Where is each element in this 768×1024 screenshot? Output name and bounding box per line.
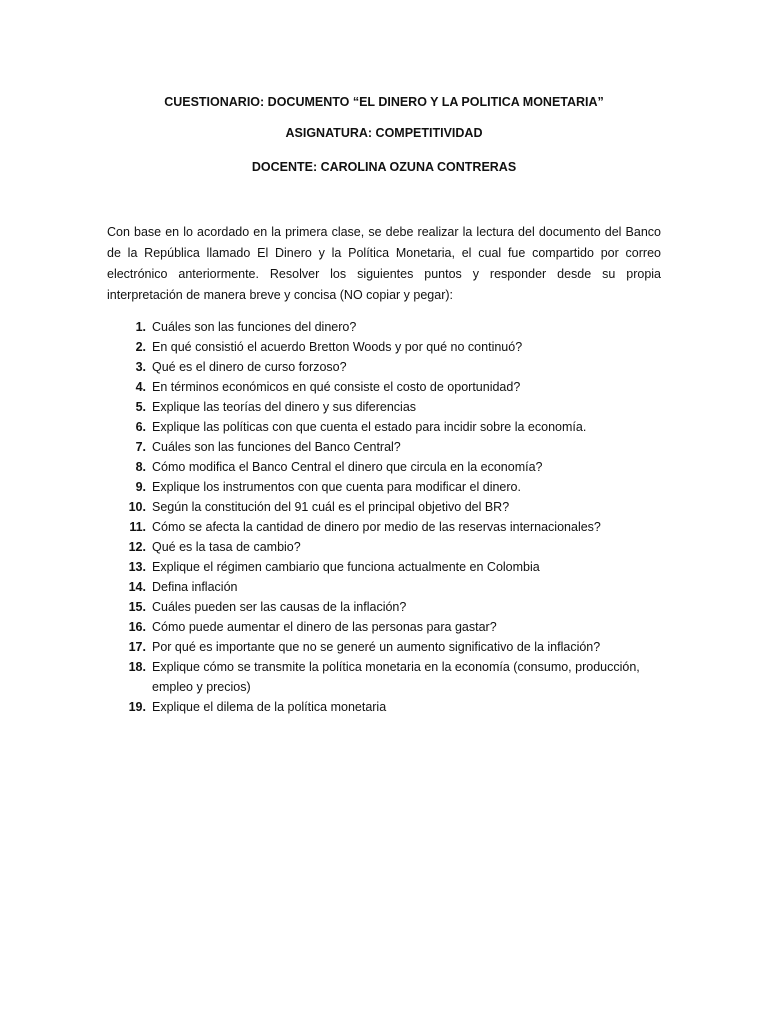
list-item xyxy=(107,317,661,337)
list-item xyxy=(107,437,661,457)
question-text: Cuáles son las funciones del dinero? xyxy=(152,320,357,334)
teacher-heading: DOCENTE: CAROLINA OZUNA CONTRERAS xyxy=(251,160,517,174)
question-number: 16. xyxy=(128,620,146,634)
document-title: CUESTIONARIO: DOCUMENTO “EL DINERO Y LA POLITICA MONETARIA” xyxy=(164,95,604,109)
question-number: 10. xyxy=(128,500,146,514)
list-item xyxy=(107,337,661,357)
list-item xyxy=(107,557,661,577)
list-item xyxy=(107,597,661,617)
question-text: Cuáles pueden ser las causas de la inflación? xyxy=(152,600,407,614)
intro-paragraph: Con base en lo acordado en la primera clase, se debe realizar la lectura del documento del Banco de la República llamado El Dinero y la Política Monetaria, el cual fue compartido por correo electrónico anteriormente. Resolver los siguientes puntos y responder desde su propia interpretación de manera breve y concisa (NO copiar y pegar): xyxy=(107,225,661,302)
question-number: 3. xyxy=(135,360,146,374)
question-list xyxy=(107,317,661,717)
list-item xyxy=(107,537,661,557)
question-text: En qué consistió el acuerdo Bretton Woods y por qué no continuó? xyxy=(152,340,523,354)
list-item xyxy=(107,577,661,597)
question-number: 6. xyxy=(135,420,146,434)
list-item xyxy=(107,637,661,657)
question-number: 7. xyxy=(135,440,146,454)
question-number: 5. xyxy=(135,400,146,414)
question-number: 18. xyxy=(128,660,146,674)
question-text: Explique cómo se transmite la política monetaria en la economía (consumo, producción, empleo y precios) xyxy=(152,660,640,694)
list-item xyxy=(107,617,661,637)
question-text: Explique las políticas con que cuenta el estado para incidir sobre la economía. xyxy=(152,420,587,434)
question-number: 2. xyxy=(135,340,146,354)
question-number: 1. xyxy=(135,320,146,334)
list-item xyxy=(107,517,661,537)
question-number: 8. xyxy=(135,460,146,474)
subject-heading: ASIGNATURA: COMPETITIVIDAD xyxy=(285,126,483,140)
question-text: Qué es el dinero de curso forzoso? xyxy=(152,360,347,374)
question-number: 17. xyxy=(128,640,146,654)
question-text: Cuáles son las funciones del Banco Central? xyxy=(152,440,401,454)
question-number: 19. xyxy=(128,700,146,714)
question-text: Defina inflación xyxy=(152,580,238,594)
list-item xyxy=(107,397,661,417)
list-item xyxy=(107,497,661,517)
list-item xyxy=(107,357,661,377)
question-text: Cómo se afecta la cantidad de dinero por medio de las reservas internacionales? xyxy=(152,520,601,534)
question-number: 14. xyxy=(128,580,146,594)
question-text: En términos económicos en qué consiste el costo de oportunidad? xyxy=(152,380,521,394)
list-item xyxy=(107,457,661,477)
question-text: Qué es la tasa de cambio? xyxy=(152,540,301,554)
list-item xyxy=(107,657,661,697)
question-text: Cómo puede aumentar el dinero de las personas para gastar? xyxy=(152,620,497,634)
question-number: 4. xyxy=(135,380,146,394)
question-text: Cómo modifica el Banco Central el dinero que circula en la economía? xyxy=(152,460,543,474)
question-text: Según la constitución del 91 cuál es el principal objetivo del BR? xyxy=(152,500,510,514)
question-text: Por qué es importante que no se generé un aumento significativo de la inflación? xyxy=(152,640,601,654)
question-number: 12. xyxy=(128,540,146,554)
list-item xyxy=(107,377,661,397)
question-number: 11. xyxy=(129,520,146,534)
question-text: Explique el dilema de la política monetaria xyxy=(152,700,387,714)
question-number: 13. xyxy=(128,560,146,574)
list-item xyxy=(107,477,661,497)
question-text: Explique el régimen cambiario que funciona actualmente en Colombia xyxy=(152,560,540,574)
list-item xyxy=(107,417,661,437)
question-text: Explique los instrumentos con que cuenta para modificar el dinero. xyxy=(152,480,521,494)
question-number: 9. xyxy=(135,480,146,494)
question-number: 15. xyxy=(128,600,146,614)
list-item xyxy=(107,697,661,717)
question-text: Explique las teorías del dinero y sus diferencias xyxy=(152,400,417,414)
